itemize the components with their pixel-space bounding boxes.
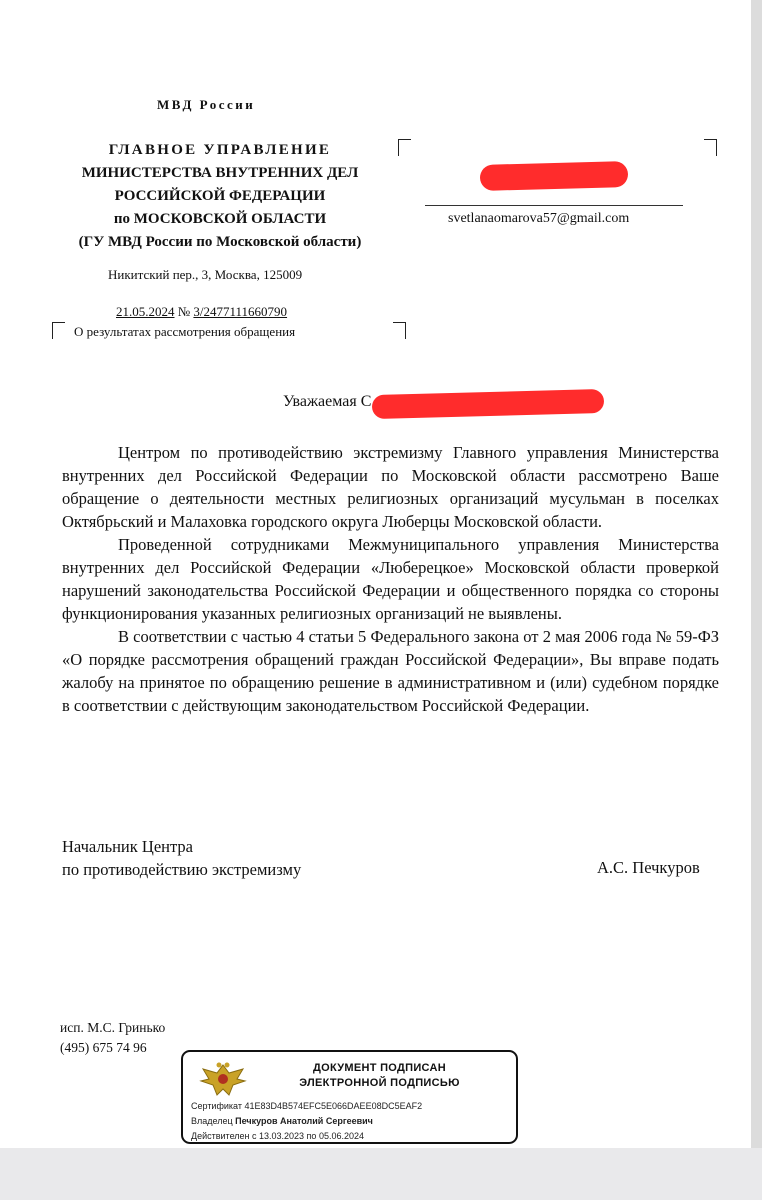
department-line: (ГУ МВД России по Московской области) bbox=[78, 234, 362, 250]
body-paragraph: Центром по противодействию экстремизму Главного управления Министерства внутренних дел Российской Федерации по Московской области рассмотрено Ваше обращение о деятельности местных религиозных организаций мусульман в поселках Октябрьский и Малаховка городского округа Люберцы Московской области. bbox=[62, 443, 719, 531]
department-line: ГЛАВНОЕ УПРАВЛЕНИЕ bbox=[108, 142, 332, 158]
greeting: Уважаемая С bbox=[283, 393, 372, 410]
recipient-corner-right bbox=[704, 139, 717, 156]
recipient-corner-left bbox=[398, 139, 411, 156]
registration-line bbox=[116, 304, 287, 320]
stamp-heading: ДОКУМЕНТ ПОДПИСАН bbox=[312, 1062, 447, 1074]
validity-row: Действителен с 13.03.2023 по 05.06.2024 bbox=[191, 1131, 364, 1141]
page-edge bbox=[751, 0, 762, 1148]
signatory-title-line: по противодействию экстремизму bbox=[62, 860, 302, 879]
signatory-name: А.С. Печкуров bbox=[597, 858, 700, 877]
owner-row bbox=[191, 1116, 373, 1126]
electronic-signature-stamp bbox=[181, 1050, 518, 1144]
registration-number: 3/2477111660790 bbox=[193, 304, 288, 319]
number-sign: № bbox=[177, 304, 191, 319]
executor-name: исп. М.С. Гринько bbox=[60, 1020, 166, 1035]
owner-value: Печкуров Анатолий Сергеевич bbox=[235, 1116, 373, 1126]
subject-corner-left bbox=[52, 322, 65, 339]
recipient-email: svetlanaomarova57@gmail.com bbox=[448, 211, 630, 226]
body-paragraph: Проведенной сотрудниками Межмуниципального управления Министерства внутренних дел Российской Федерации «Люберецкое» Московской области проверкой нарушений законодательства Российской Федерации и общественного порядка со стороны функционирования указанных религиозных организаций не выявлены. bbox=[62, 535, 719, 623]
department-line: РОССИЙСКОЙ ФЕДЕРАЦИИ bbox=[114, 188, 326, 204]
registration-date: 21.05.2024 bbox=[116, 304, 175, 319]
subject-corner-right bbox=[393, 322, 406, 339]
viewer-background bbox=[0, 1148, 762, 1200]
executor-info bbox=[60, 1018, 165, 1058]
stamp-heading: ЭЛЕКТРОННОЙ ПОДПИСЬЮ bbox=[299, 1077, 460, 1089]
certificate-value: 41E83D4B574EFC5E066DAEE08DC5EAF2 bbox=[244, 1101, 423, 1111]
recipient-redaction bbox=[480, 161, 629, 191]
sender-address: Никитский пер., 3, Москва, 125009 bbox=[108, 267, 303, 282]
certificate-row bbox=[191, 1101, 422, 1111]
ministry-name: МВД России bbox=[157, 97, 256, 112]
owner-label: Владелец bbox=[191, 1116, 233, 1126]
executor-phone: (495) 675 74 96 bbox=[60, 1040, 147, 1055]
department-line: по МОСКОВСКОЙ ОБЛАСТИ bbox=[113, 211, 327, 227]
letter-subject: О результатах рассмотрения обращения bbox=[74, 324, 296, 339]
signatory-title bbox=[62, 835, 301, 881]
department-line: МИНИСТЕРСТВА ВНУТРЕННИХ ДЕЛ bbox=[81, 165, 359, 181]
certificate-label: Сертификат bbox=[191, 1101, 242, 1111]
body-paragraph: В соответствии с частью 4 статьи 5 Федерального закона от 2 мая 2006 года № 59-ФЗ «О порядке рассмотрения обращений граждан Российской Федерации», Вы вправе подать жалобу на принятое по обращению решение в административном и (или) судебном порядке в соответствии с действующим законодательством Российской Федерации. bbox=[62, 627, 719, 715]
signatory-title-line: Начальник Центра bbox=[62, 837, 193, 856]
letter-body bbox=[62, 441, 719, 717]
recipient-underline bbox=[425, 205, 683, 206]
department-name bbox=[50, 139, 390, 254]
